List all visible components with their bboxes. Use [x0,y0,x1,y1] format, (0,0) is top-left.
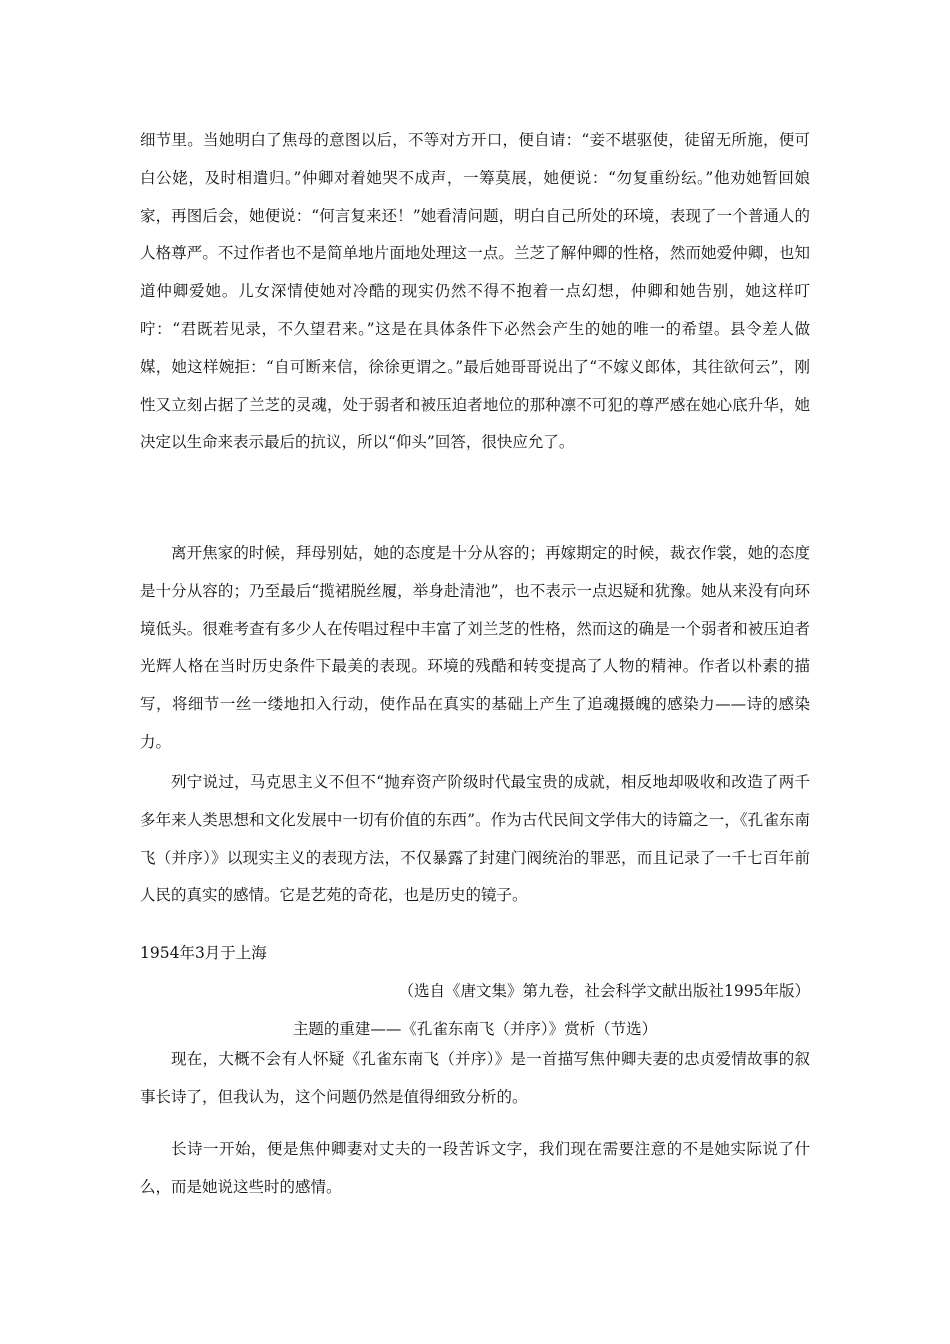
body-paragraph-2: 离开焦家的时候，拜母别姑，她的态度是十分从容的；再嫁期定的时候，裁衣作裳，她的态度是十分从容的；乃至最后“揽裙脱丝履，举身赴清池”，也不表示一点迟疑和犹豫。她从来没有向环境低头。很难考查有多少人在传唱过程中丰富了刘兰芝的性格，然而这的确是一个弱者和被压迫者光辉人格在当时历史条件下最美的表现。环境的残酷和转变提高了人物的精神。作者以朴素的描写，将细节一丝一缕地扣入行动，使作品在真实的基础上产生了追魂摄魄的感染力——诗的感染力。 [140,544,810,751]
body-paragraph-3: 列宁说过，马克思主义不但不“抛弃资产阶级时代最宝贵的成就，相反地却吸收和改造了两千多年来人类思想和文化发展中一切有价值的东西”。作为古代民间文学伟大的诗篇之一，《孔雀东南飞（并序）》以现实主义的表现方法，不仅暴露了封建门阀统治的罪恶，而且记录了一千七百年前人民的真实的感情。它是艺苑的奇花，也是历史的镜子。 [140,773,810,905]
source-citation: （选自《唐文集》第九卷，社会科学文献出版社1995年版） [398,982,810,1000]
section-heading: 主题的重建——《孔雀东南飞（并序）》赏析（节选） [292,1020,658,1038]
date-line: 1954年3月于上海 [140,944,267,962]
body-paragraph-1: 细节里。当她明白了焦母的意图以后，不等对方开口，便自请：“妾不堪驱使，徒留无所施，便可白公姥，及时相遣归。”仲卿对着她哭不成声，一筹莫展，她便说：“勿复重纷纭。”他劝她暂回娘家，再图后会，她便说：“何言复来还！”她看清问题，明白自己所处的环境，表现了一个普通人的人格尊严。不过作者也不是简单地片面地处理这一点。兰芝了解仲卿的性格，然而她爱仲卿，也知道仲卿爱她。儿女深情使她对冷酷的现实仍然不得不抱着一点幻想，仲卿和她告别，她这样叮咛：“君既若见录，不久望君来。”这是在具体条件下必然会产生的她的唯一的希望。县令差人做媒，她这样婉拒：“自可断来信，徐徐更谓之。”最后她哥哥说出了“不嫁义郎体，其往欲何云”，刚性又立刻占据了兰芝的灵魂，处于弱者和被压迫者地位的那种凛不可犯的尊严感在她心底升华，她决定以生命来表示最后的抗议，所以“仰头”回答，很快应允了。 [140,131,810,452]
section-paragraph-2: 长诗一开始，便是焦仲卿妻对丈夫的一段苦诉文字，我们现在需要注意的不是她实际说了什么，而是她说这些时的感情。 [140,1140,810,1196]
section-paragraph-1: 现在，大概不会有人怀疑《孔雀东南飞（并序）》是一首描写焦仲卿夫妻的忠贞爱情故事的叙事长诗了，但我认为，这个问题仍然是值得细致分析的。 [140,1050,810,1106]
